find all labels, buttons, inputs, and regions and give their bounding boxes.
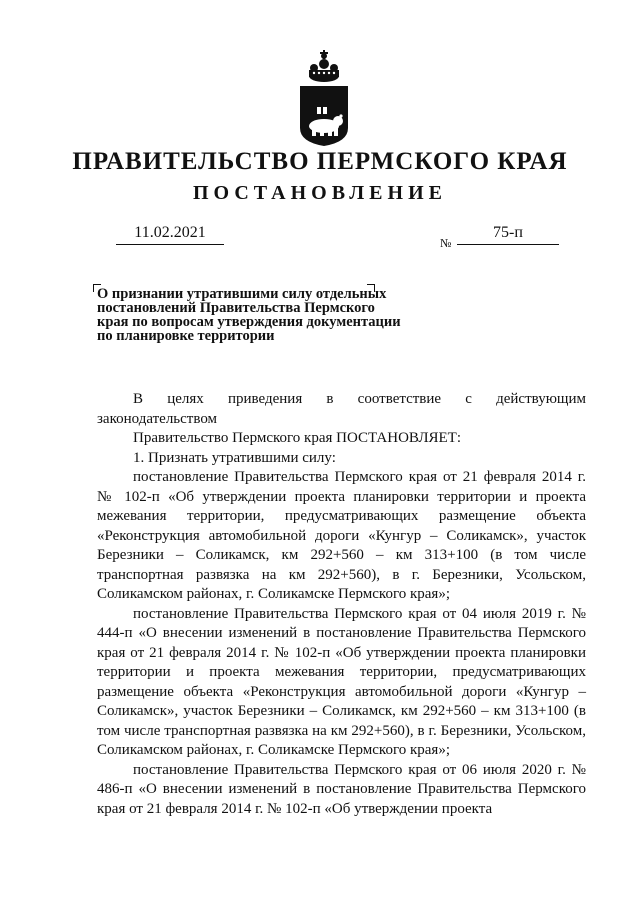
coat-of-arms-icon (294, 50, 354, 148)
document-date: 11.02.2021 (116, 224, 224, 245)
repealed-item-1: постановление Правительства Пермского края от 21 февраля 2014 г. № 102-п «Об утверждении проекта планировки территории и проекта межевания территории, предусматривающих размещение объекта «Реконструкция автомобильной дороги «Кунгур – Соликамск», участок Березники – Соликамск, км 292+560 – км 313+100 (в том числе транспортная развязка на км 292+560), в г. Березники, Усольском, Соликамском районах, г. Соликамске Пермского края»; (97, 469, 586, 602)
resolution-statement: Правительство Пермского края ПОСТАНОВЛЯЕТ: (133, 430, 462, 446)
point-1: 1. Признать утратившими силу: (133, 449, 336, 466)
document-number: 75-п (457, 224, 559, 245)
intro-paragraph-line: В целях приведения в соответствие с действующим (133, 391, 586, 407)
intro-paragraph-end: законодательством (97, 410, 218, 427)
document-body (97, 390, 586, 819)
document-subject (97, 287, 427, 343)
subject-line: постановлений Правительства Пермского (97, 300, 375, 316)
repealed-item-3: постановление Правительства Пермского края от 06 июля 2020 г. № 486-п «О внесении изменений в постановление Правительства Пермского края от 21 февраля 2014 г. № 102-п «Об утверждении проекта (97, 761, 586, 817)
government-title: ПРАВИТЕЛЬСТВО ПЕРМСКОГО КРАЯ (72, 148, 568, 175)
repealed-item-2: постановление Правительства Пермского края от 04 июля 2019 г. № 444-п «О внесении изменений в постановление Правительства Пермского края от 21 февраля 2014 г. № 102-п «Об утверждении проекта планировки территории и проекта межевания территории, предусматривающих размещение объекта «Реконструкция автомобильной дороги «Кунгур – Соликамск», участок Березники – Соликамск, км 292+560 – км 313+100 (в том числе транспортная развязка на км 292+560), в г. Березники, Усольском, Соликамском районах, г. Соликамске Пермского края»; (97, 605, 586, 758)
subject-line: по планировке территории (97, 328, 275, 344)
number-sign: № (440, 236, 452, 250)
subject-line: края по вопросам утверждения документации (97, 314, 401, 330)
document-type: ПОСТАНОВЛЕНИЕ (193, 182, 447, 204)
subject-line: О признании утратившими силу отдельных (97, 286, 387, 302)
